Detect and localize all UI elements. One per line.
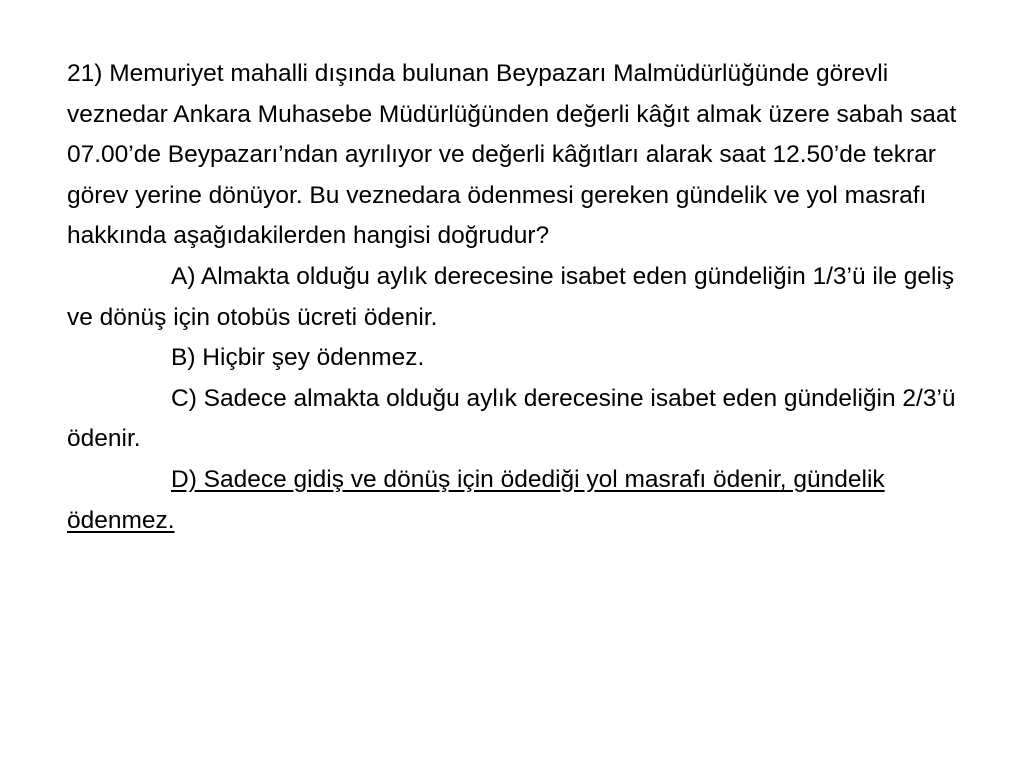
option-b xyxy=(67,338,972,379)
option-d-correct-answer xyxy=(67,460,972,541)
option-d-text: D) Sadece gidiş ve dönüş için ödediği yol masrafı ödenir, gündelik ödenmez. xyxy=(67,465,885,534)
question-stem: 21) Memuriyet mahalli dışında bulunan Beypazarı Malmüdürlüğünde görevli veznedar Ankara Muhasebe Müdürlüğünden değerli kâğıt almak üzere sabah saat 07.00’de Beypazarı’ndan ayrılıyor ve değerli kâğıtları alarak saat 12.50’de tekrar görev yerine dönüyor. Bu veznedara ödenmesi gereken gündelik ve yol masrafı hakkında aşağıdakilerden hangisi doğrudur? xyxy=(67,60,957,250)
question-body xyxy=(67,54,972,541)
option-c xyxy=(67,379,972,460)
option-a xyxy=(67,257,972,338)
option-b-text: B) Hiçbir şey ödenmez. xyxy=(171,344,425,372)
option-a-text: A) Almakta olduğu aylık derecesine isabet eden gündeliğin 1/3’ü ile geliş ve dönüş için otobüs ücreti ödenir. xyxy=(67,262,955,331)
option-c-text: C) Sadece almakta olduğu aylık derecesine isabet eden gündeliğin 2/3’ü ödenir. xyxy=(67,384,956,453)
